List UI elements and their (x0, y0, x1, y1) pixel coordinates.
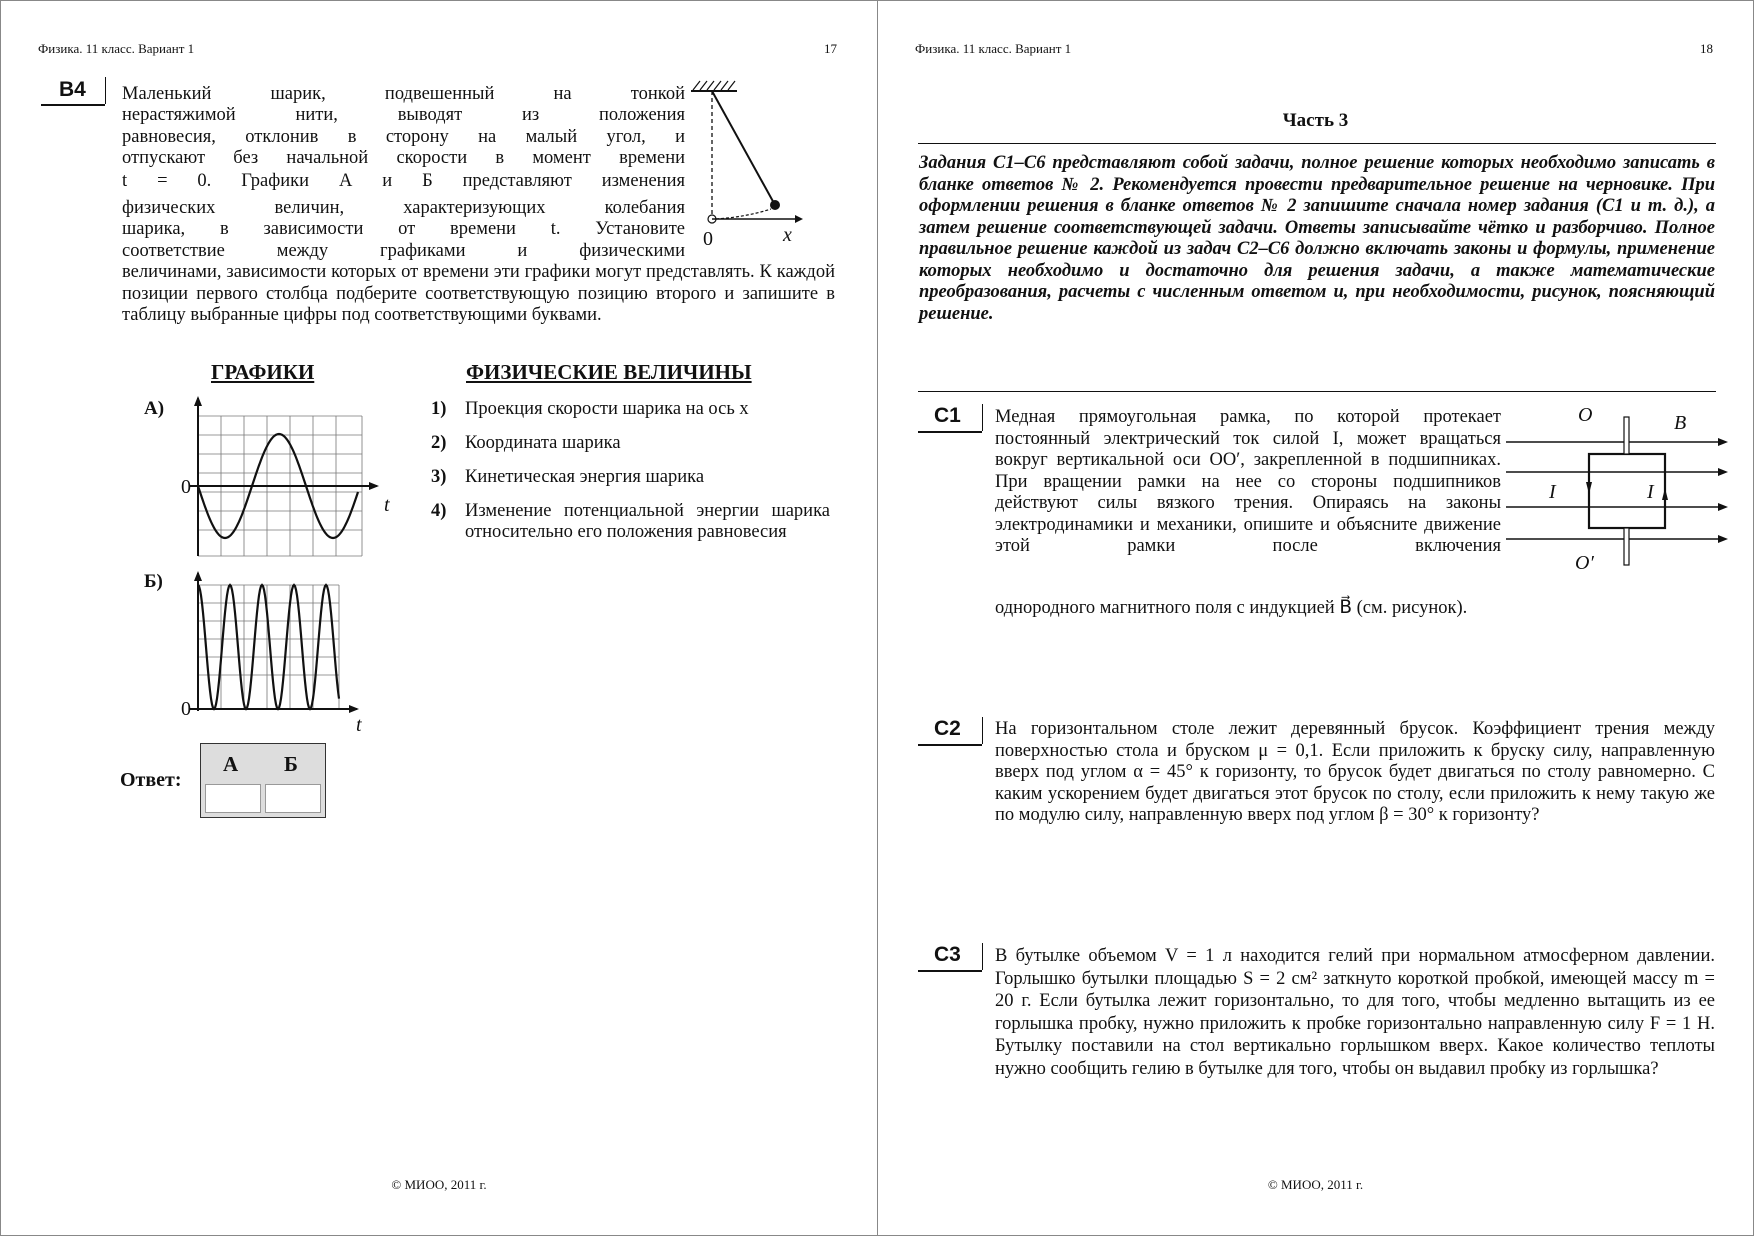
quantity-item: 1) Проекция скорости шарика на ось x (431, 399, 749, 419)
quantities-caption: ФИЗИЧЕСКИЕ ВЕЛИЧИНЫ (466, 360, 752, 384)
answer-col-a: А (223, 752, 239, 776)
swing-arc (716, 209, 771, 219)
graph-b-label: Б) (144, 571, 163, 592)
task-c2-text: На горизонтальном столе лежит деревянный брусок. Коэффициент трения между поверхностью стола и бруском μ = 0,1. Если приложить к бруску силу, направленную вверх под углом α = 45° к горизонту, то брусок будет двигаться по столу равномерно. С каким ускорением будет двигаться этот брусок по столу, если приложить к нему такую же по модулю силу, направленную вверх под углом β = 30° к горизонту? (995, 719, 1715, 825)
graph-a (179, 396, 379, 566)
page-number: 17 (824, 41, 837, 56)
task-divider (982, 404, 983, 431)
pendulum-thread (712, 91, 775, 205)
part-title: Часть 3 (1282, 110, 1349, 131)
ceiling-hatch (693, 81, 735, 90)
graph-a-zero: 0 (181, 476, 191, 498)
page-footer: © МИОО, 2011 г. (391, 1177, 487, 1192)
graph-b-curve (198, 585, 339, 709)
answer-cell-a[interactable] (205, 784, 261, 813)
task-underline (41, 104, 105, 106)
graph-b (179, 571, 359, 721)
page-header: Физика. 11 класс. Вариант 1 (38, 41, 195, 56)
graph-b-t-label: t (356, 714, 362, 736)
intro-top-rule (918, 143, 1716, 144)
task-c3-text: В бутылке объемом V = 1 л находится гелий при нормальном атмосферном давлении. Горлышко бутылки площадью S = 2 см² заткнуто короткой пробкой, имеющей массу m = 20 г. Если бутылка лежит горизонтально, то для того, чтобы медленно вытащить из ее горлышка пробку, нужно приложить к пробке горизонтально направленную силу F = 1 Н. Бутылку поставили на стол вертикально горлышком вверх. Какое количество теплоты нужно сообщить гелию в бутылке для того, чтобы он выдавил пробку из горлышка? (995, 946, 1715, 1079)
current-label-left: I (1549, 481, 1556, 503)
answer-cell-b[interactable] (265, 784, 321, 813)
task-label-c2: C2 (934, 717, 961, 740)
intro-bottom-rule (918, 391, 1716, 392)
quantity-item: 4) Изменение потенциальной энергии шарика относительно его положения равновесия (431, 501, 830, 542)
current-arrow-right (1662, 488, 1668, 500)
task-label-c3: C3 (934, 943, 961, 966)
page-number: 18 (1700, 41, 1713, 56)
pendulum-ball (770, 200, 780, 210)
quantity-item: 2) Координата шарика (431, 433, 621, 453)
task-c1-text: Медная прямоугольная рамка, по которой протекает постоянный электрический ток силой I, может вращаться вокруг вертикальной оси OO′, закрепленной в подшипниках. При вращении рамки на нее со стороны подшипников действуют силы вязкого трения. Опираясь на законы электродинамики и механики, опишите и объясните движение этой рамки после включения (995, 407, 1501, 556)
axis-bottom (1624, 528, 1629, 565)
intro-text: Задания С1–С6 представляют собой задачи, полное решение которых необходимо записать в бланке ответов № 2. Рекомендуется провести предварительное решение на черновике. При оформлении решения в бланке ответов № 2 запишите сначала номер задания (С1 и т. д.), а затем решение соответствующей задачи. Ответы записывайте чётко и разборчиво. Полное правильное решение каждой из задач С2–С6 должно включать законы и формулы, применение которых необходимо и достаточно для решения задачи, а также математические преобразования, расчеты с численным ответом и, при необходимости, рисунок, поясняющий решение. (919, 153, 1715, 324)
field-label-b: B⃗ (1674, 412, 1702, 434)
task-divider (105, 77, 106, 104)
task-label-b4: B4 (59, 78, 86, 101)
page-header: Физика. 11 класс. Вариант 1 (915, 41, 1072, 56)
page-footer: © МИОО, 2011 г. (1267, 1177, 1364, 1192)
task-c1-text-tail: однородного магнитного поля с индукцией B⃗ (см. рисунок). (995, 598, 1468, 618)
task-label-c1: C1 (934, 404, 961, 427)
pendulum-axis-label: x (783, 224, 792, 246)
task-b4-text-wide: величинами, зависимости которых от времени эти графики могут представлять. К каждой позиции первого столбца подберите соответствующую позицию второго и запишите в таблицу выбранные цифры под соответствующими буквами. (122, 262, 835, 325)
axis-top (1624, 417, 1629, 454)
current-arrow-left (1586, 482, 1592, 494)
answer-col-b: Б (284, 752, 298, 776)
axis-label-o: O (1578, 404, 1593, 426)
graphs-caption: ГРАФИКИ (211, 360, 315, 384)
graph-a-label: А) (144, 398, 165, 419)
task-underline (918, 744, 982, 746)
task-divider (982, 943, 983, 970)
graph-a-t-label: t (384, 494, 390, 516)
task-divider (982, 717, 983, 744)
graph-b-zero: 0 (181, 698, 191, 720)
quantity-item: 3) Кинетическая энергия шарика (431, 467, 705, 487)
page-18 (877, 0, 1754, 1236)
answer-label: Ответ: (120, 769, 182, 791)
magnetic-field-lines (1506, 442, 1724, 539)
task-underline (918, 970, 982, 972)
task-underline (918, 431, 982, 433)
page-17: Физика. 11 класс. Вариант 1 17 B4 Маленький шарик, подвешенный на тонкой нерастяжимой нити, выводят из положения равновесия, отклонив в сторону на малый угол, и отпускают без начальной скорости в момент времени t = 0. Графики А и Б представляют изменения физических величин, характеризующих колебания шарика, в зависимости от времени t. Установите соответствие между графиками и физическими величинами, зависимости которых от времени эти графики могут представлять. К каждой позиции первого столбца подберите соответствующую позицию второго и запишите в таблицу выбранные цифры под соответствующими буквами. 0 x ГРАФИКИ ФИЗИЧЕСКИЕ ВЕЛИЧИНЫ А) 0 t Б) 0 t 1) Проекция скорости шарика на ось x 2) Координата шарика 3) Кинетическая энергия шарика 4) Изменение потенциальной энергии шарика относительно его положения равновесия Ответ: А Б © МИОО, 2011 г. (0, 0, 878, 1236)
current-label-right: I (1647, 481, 1654, 503)
axis-label-o-prime: O′ (1575, 552, 1594, 574)
answer-table (200, 743, 326, 818)
pendulum-origin: 0 (703, 228, 713, 250)
